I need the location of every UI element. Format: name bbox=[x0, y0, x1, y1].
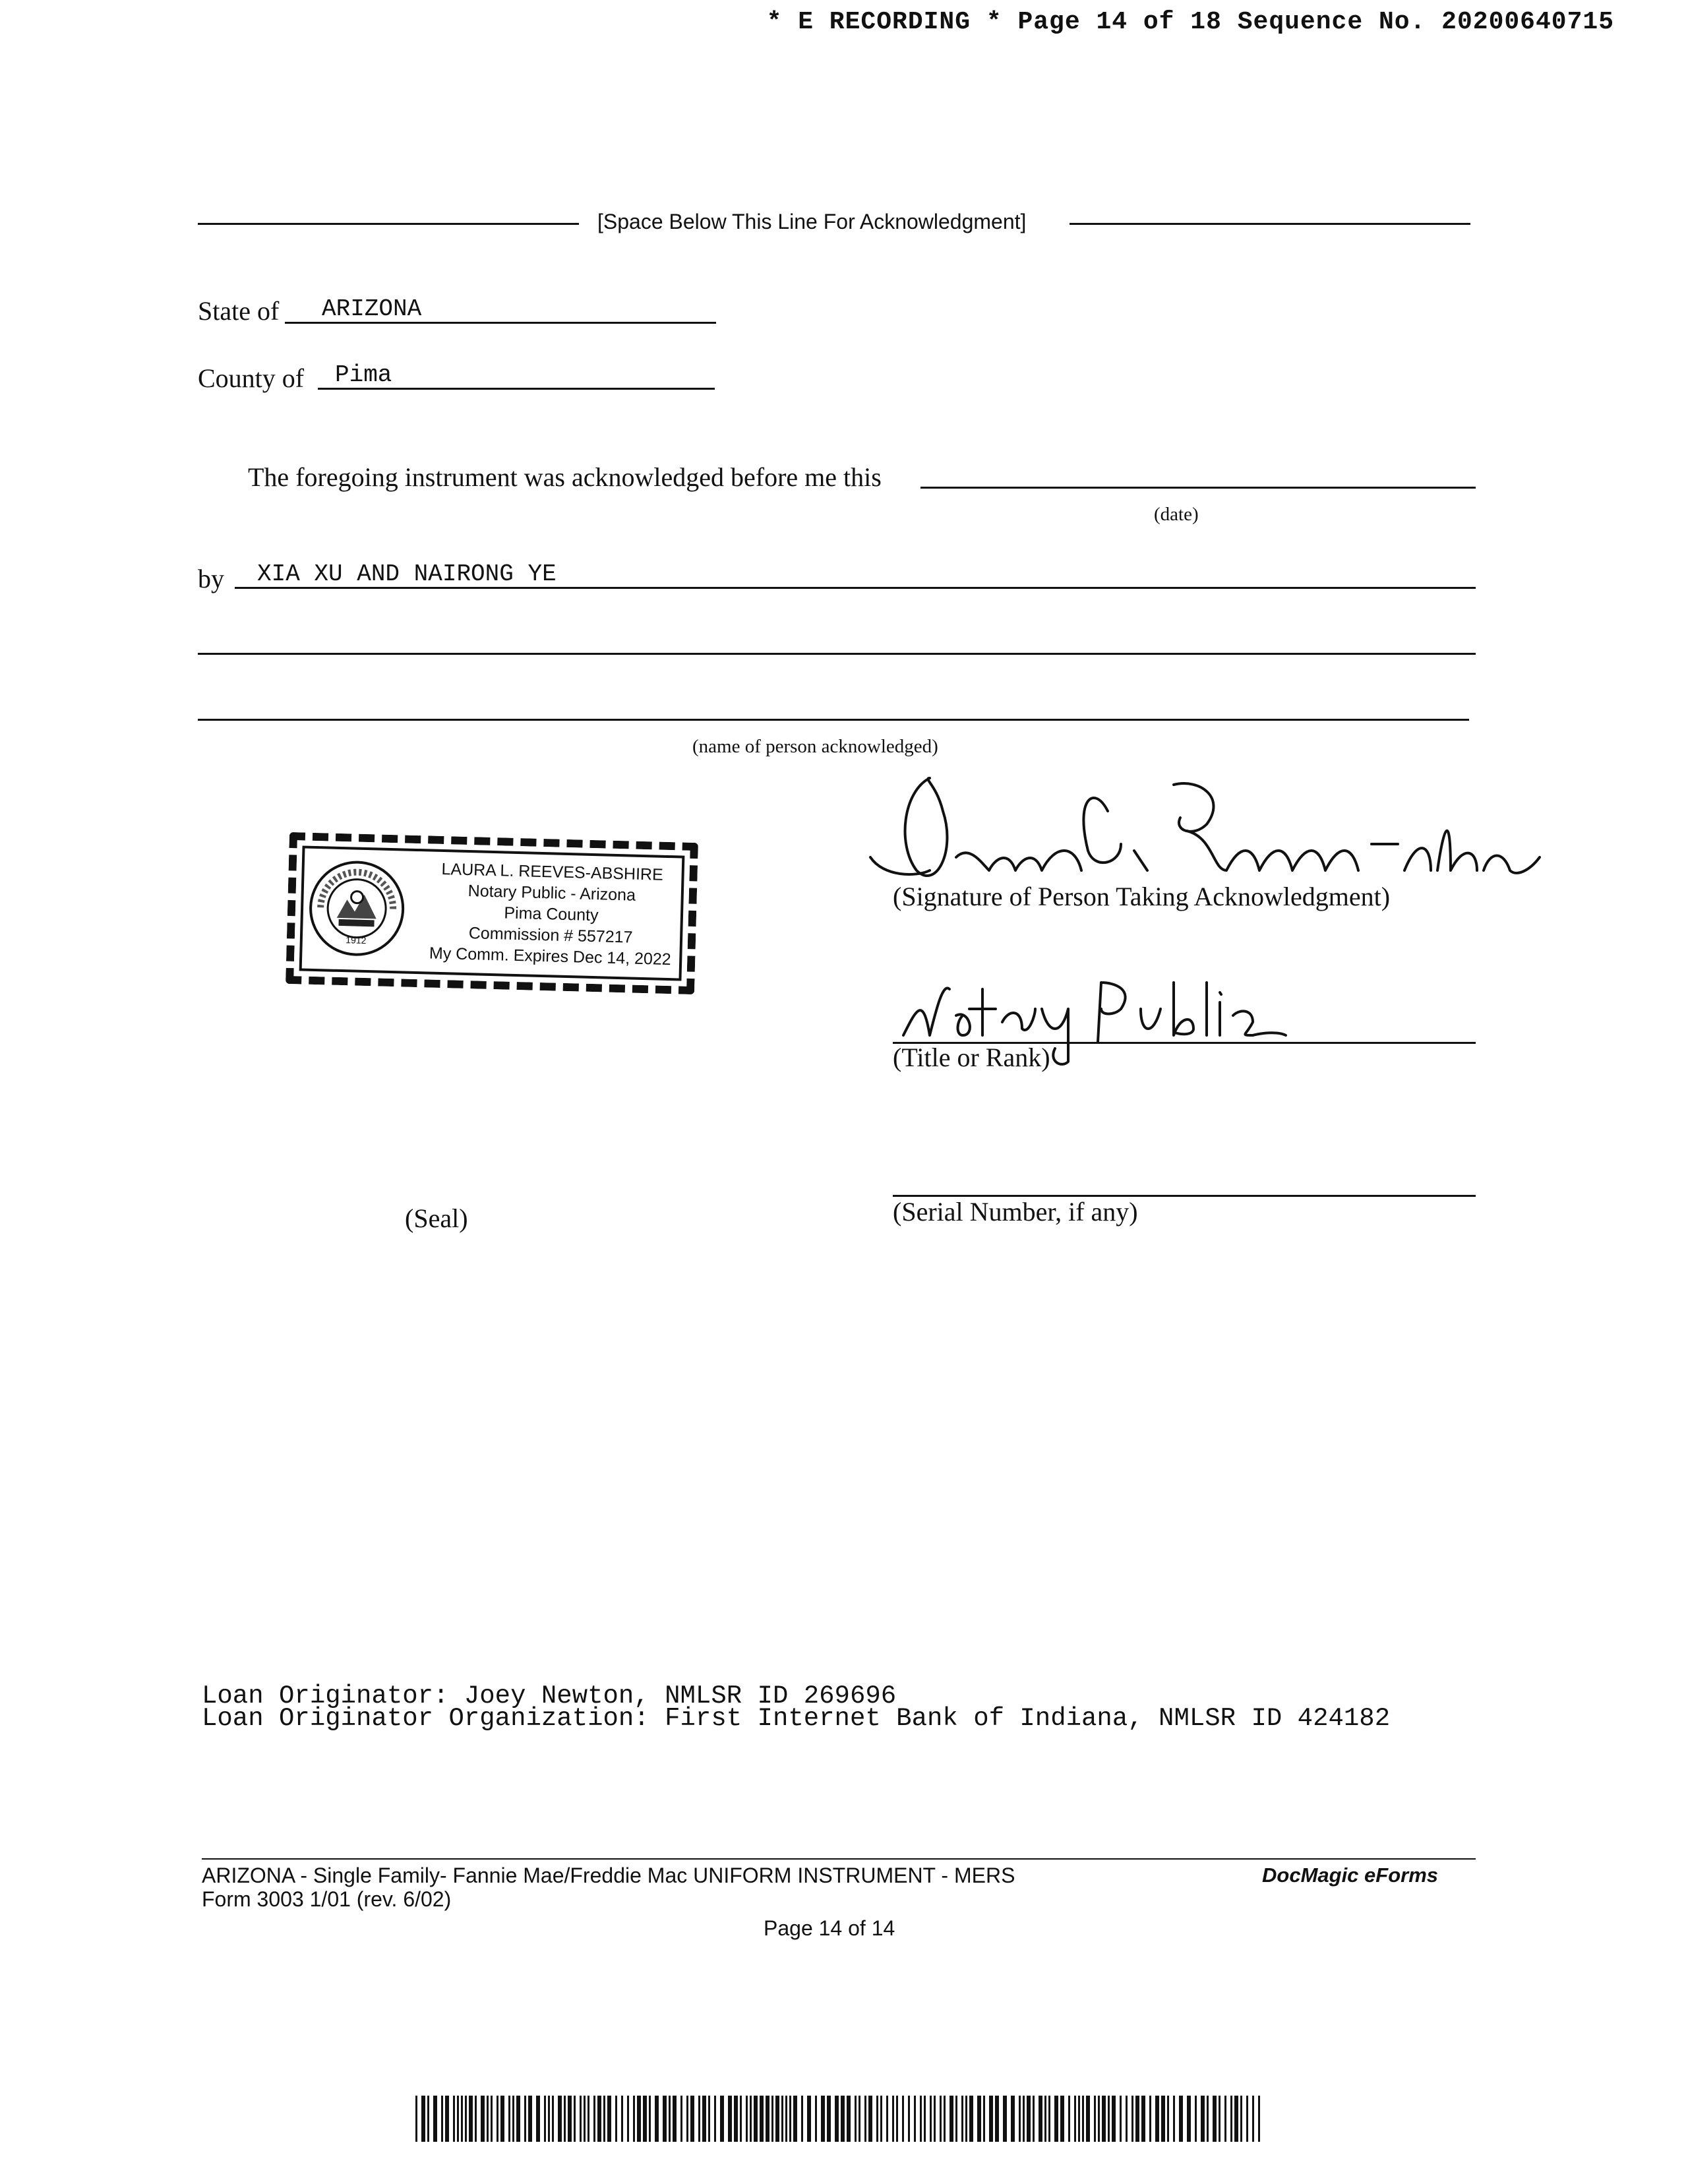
barcode-bar bbox=[940, 2096, 942, 2142]
barcode-bar bbox=[841, 2096, 845, 2142]
barcode-bar bbox=[965, 2096, 967, 2142]
barcode-bar bbox=[864, 2096, 866, 2142]
by-value: XIA XU AND NAIRONG YE bbox=[257, 561, 557, 588]
barcode-bar bbox=[491, 2096, 493, 2142]
state-value: ARIZONA bbox=[322, 295, 422, 322]
barcode-bar bbox=[766, 2096, 769, 2142]
barcode-bar bbox=[702, 2096, 706, 2142]
barcode-bar bbox=[902, 2096, 904, 2142]
barcode-bar bbox=[995, 2096, 999, 2142]
barcode-bar bbox=[847, 2096, 851, 2142]
barcode-bar bbox=[558, 2096, 562, 2142]
recording-header: * E RECORDING * Page 14 of 18 Sequence No. 20200640715 bbox=[766, 8, 1614, 36]
seal-text-block bbox=[411, 858, 691, 971]
barcode-bar bbox=[793, 2096, 797, 2142]
barcode-bar bbox=[1155, 2096, 1159, 2142]
barcode-bar bbox=[1213, 2096, 1217, 2142]
barcode-bar bbox=[627, 2096, 629, 2142]
barcode-bar bbox=[487, 2096, 489, 2142]
barcode-bar bbox=[714, 2096, 716, 2142]
barcode-bar bbox=[457, 2096, 459, 2142]
barcode-bar bbox=[552, 2096, 554, 2142]
barcode-bar bbox=[1131, 2096, 1133, 2142]
signature-caption: (Signature of Person Taking Acknowledgment) bbox=[893, 882, 1391, 911]
barcode-bar bbox=[445, 2096, 449, 2142]
barcode-bar bbox=[835, 2096, 839, 2142]
barcode-bar bbox=[475, 2096, 477, 2142]
barcode-bar bbox=[1048, 2096, 1050, 2142]
barcode-bar bbox=[544, 2096, 546, 2142]
form-description bbox=[202, 1864, 1015, 1911]
barcode-bar bbox=[1230, 2096, 1232, 2142]
barcode-bar bbox=[497, 2096, 498, 2142]
barcode-bar bbox=[1102, 2096, 1106, 2142]
barcode-bar bbox=[500, 2096, 504, 2142]
barcode-bar bbox=[1179, 2096, 1183, 2142]
form-line-1: ARIZONA - Single Family- Fannie Mae/Freddie Mac UNIFORM INSTRUMENT - MERS bbox=[202, 1864, 1015, 1887]
barcode-bar bbox=[801, 2096, 803, 2142]
barcode-bar bbox=[686, 2096, 688, 2142]
barcode-bar bbox=[621, 2096, 623, 2142]
barcode-bar bbox=[746, 2096, 748, 2142]
barcode-bar bbox=[785, 2096, 787, 2142]
barcode-bar bbox=[1258, 2096, 1260, 2142]
barcode-bar bbox=[969, 2096, 973, 2142]
barcode-bar bbox=[421, 2096, 425, 2142]
barcode-bar bbox=[669, 2096, 671, 2142]
notary-signature bbox=[857, 772, 1543, 897]
barcode-bar bbox=[1044, 2096, 1046, 2142]
barcode-bar bbox=[815, 2096, 817, 2142]
barcode-bar bbox=[588, 2096, 589, 2142]
barcode-bar bbox=[597, 2096, 601, 2142]
barcode-bar bbox=[649, 2096, 651, 2142]
barcode-bar bbox=[989, 2096, 993, 2142]
barcode-bar bbox=[481, 2096, 485, 2142]
barcode-bar bbox=[528, 2096, 532, 2142]
barcode-bar bbox=[1252, 2096, 1254, 2142]
name-caption: (name of person acknowledged) bbox=[692, 736, 938, 757]
barcode-bar bbox=[859, 2096, 860, 2142]
barcode-bar bbox=[1078, 2096, 1080, 2142]
barcode-bar bbox=[516, 2096, 520, 2142]
ack-rule-left bbox=[198, 223, 579, 225]
barcode-bar bbox=[1126, 2096, 1128, 2142]
barcode-bar bbox=[950, 2096, 953, 2142]
barcode-bar bbox=[461, 2096, 463, 2142]
barcode-bar bbox=[574, 2096, 576, 2142]
barcode-bar bbox=[908, 2096, 910, 2142]
barcode-bar bbox=[983, 2096, 985, 2142]
barcode-bar bbox=[1234, 2096, 1238, 2142]
date-line bbox=[920, 487, 1476, 489]
barcode-bar bbox=[920, 2096, 922, 2142]
county-label: County of bbox=[198, 363, 305, 393]
barcode-bar bbox=[607, 2096, 611, 2142]
barcode-bar bbox=[512, 2096, 514, 2142]
barcode-bar bbox=[1173, 2096, 1175, 2142]
ack-rule-right bbox=[1070, 223, 1470, 225]
barcode-bar bbox=[868, 2096, 872, 2142]
barcode-bar bbox=[698, 2096, 700, 2142]
by-line-1 bbox=[235, 587, 1476, 589]
barcode-bar bbox=[807, 2096, 811, 2142]
barcode-bar bbox=[896, 2096, 898, 2142]
title-caption: (Title or Rank) bbox=[893, 1043, 1050, 1072]
barcode-bar bbox=[1098, 2096, 1100, 2142]
barcode-bar bbox=[827, 2096, 831, 2142]
barcode-bar bbox=[603, 2096, 605, 2142]
barcode-bar bbox=[760, 2096, 764, 2142]
by-line-2 bbox=[198, 653, 1476, 655]
seal-notary-name: LAURA L. REEVES-ABSHIRE bbox=[441, 859, 664, 884]
barcode-bar bbox=[934, 2096, 936, 2142]
barcode-bar bbox=[1019, 2096, 1021, 2142]
barcode-bar bbox=[892, 2096, 894, 2142]
barcode-bar bbox=[643, 2096, 647, 2142]
barcode-bar bbox=[663, 2096, 667, 2142]
date-caption: (date) bbox=[1154, 504, 1199, 525]
loan-originator-organization: Loan Originator Organization: First Internet Bank of Indiana, NMLSR ID 424182 bbox=[202, 1704, 1391, 1733]
barcode-bar bbox=[754, 2096, 758, 2142]
barcode-bar bbox=[1082, 2096, 1084, 2142]
barcode-bar bbox=[1187, 2096, 1191, 2142]
barcode-bar bbox=[1167, 2096, 1169, 2142]
footer-rule bbox=[202, 1858, 1476, 1860]
acknowledgment-title: [Space Below This Line For Acknowledgment] bbox=[597, 210, 1027, 233]
barcode-bar bbox=[1023, 2096, 1025, 2142]
barcode-bar bbox=[789, 2096, 791, 2142]
barcode-bar bbox=[961, 2096, 963, 2142]
barcode-bar bbox=[655, 2096, 659, 2142]
barcode-bar bbox=[536, 2096, 540, 2142]
barcode-bar bbox=[728, 2096, 732, 2142]
arizona-state-seal-icon bbox=[306, 858, 407, 959]
barcode-bar bbox=[427, 2096, 429, 2142]
barcode-bar bbox=[1003, 2096, 1007, 2142]
barcode-bar bbox=[720, 2096, 724, 2142]
barcode-bar bbox=[633, 2096, 635, 2142]
seal-county: Pima County bbox=[504, 903, 599, 925]
barcode-bar bbox=[944, 2096, 946, 2142]
barcode-bar bbox=[781, 2096, 783, 2142]
barcode-bar bbox=[580, 2096, 582, 2142]
barcode-bar bbox=[1068, 2096, 1070, 2142]
barcode-bar bbox=[593, 2096, 595, 2142]
barcode-bar bbox=[1011, 2096, 1015, 2142]
form-line-2: Form 3003 1/01 (rev. 6/02) bbox=[202, 1887, 452, 1911]
barcode-bar bbox=[955, 2096, 957, 2142]
docmagic-logo: DocMagic eForms bbox=[1262, 1864, 1439, 1887]
barcode-bar bbox=[1054, 2096, 1058, 2142]
barcode-bar bbox=[680, 2096, 682, 2142]
barcode-bar bbox=[1219, 2096, 1221, 2142]
barcode-icon bbox=[415, 2096, 1261, 2142]
barcode-bar bbox=[1086, 2096, 1090, 2142]
seal-caption: (Seal) bbox=[405, 1203, 468, 1233]
barcode-bar bbox=[615, 2096, 617, 2142]
county-value: Pima bbox=[335, 361, 392, 388]
barcode-bar bbox=[548, 2096, 550, 2142]
barcode-bar bbox=[821, 2096, 825, 2142]
barcode-bar bbox=[1240, 2096, 1242, 2142]
barcode-bar bbox=[508, 2096, 510, 2142]
barcode-bar bbox=[441, 2096, 443, 2142]
barcode-bar bbox=[880, 2096, 882, 2142]
barcode-bar bbox=[930, 2096, 932, 2142]
barcode-bar bbox=[734, 2096, 738, 2142]
notary-seal-stamp bbox=[286, 832, 698, 994]
barcode-bar bbox=[564, 2096, 566, 2142]
barcode-bar bbox=[1108, 2096, 1110, 2142]
barcode-bar bbox=[1149, 2096, 1151, 2142]
barcode-bar bbox=[1094, 2096, 1096, 2142]
barcode-bar bbox=[524, 2096, 526, 2142]
loan-originator: Loan Originator: Joey Newton, NMLSR ID 269696 bbox=[202, 1682, 897, 1711]
county-underline bbox=[318, 388, 715, 390]
barcode-bar bbox=[914, 2096, 916, 2142]
barcode-bar bbox=[568, 2096, 572, 2142]
barcode-bar bbox=[453, 2096, 455, 2142]
barcode-bar bbox=[876, 2096, 878, 2142]
barcode-bar bbox=[1039, 2096, 1042, 2142]
barcode-bar bbox=[1027, 2096, 1031, 2142]
barcode-bar bbox=[1207, 2096, 1209, 2142]
state-label: State of bbox=[198, 296, 280, 326]
barcode-bar bbox=[1246, 2096, 1248, 2142]
by-label: by bbox=[198, 564, 224, 593]
barcode-bar bbox=[415, 2096, 417, 2142]
barcode-bar bbox=[855, 2096, 857, 2142]
page-number: Page 14 of 14 bbox=[764, 1916, 895, 1940]
barcode-bar bbox=[1112, 2096, 1116, 2142]
barcode-bar bbox=[1135, 2096, 1139, 2142]
barcode-bar bbox=[1120, 2096, 1122, 2142]
barcode-bar bbox=[1141, 2096, 1145, 2142]
barcode-bar bbox=[1161, 2096, 1165, 2142]
barcode-bar bbox=[924, 2096, 926, 2142]
barcode-bar bbox=[637, 2096, 641, 2142]
barcode-bar bbox=[690, 2096, 694, 2142]
barcode-bar bbox=[708, 2096, 710, 2142]
barcode-bar bbox=[1195, 2096, 1197, 2142]
foregoing-text: The foregoing instrument was acknowledged before me this bbox=[248, 462, 882, 492]
barcode-bar bbox=[740, 2096, 742, 2142]
by-line-3 bbox=[198, 719, 1469, 721]
barcode-bar bbox=[1201, 2096, 1205, 2142]
barcode-bar bbox=[1224, 2096, 1226, 2142]
barcode-bar bbox=[469, 2096, 473, 2142]
seal-commission: Commission # 557217 bbox=[468, 924, 633, 947]
barcode-bar bbox=[1074, 2096, 1076, 2142]
barcode-bar bbox=[1060, 2096, 1064, 2142]
barcode-bar bbox=[886, 2096, 888, 2142]
barcode-bar bbox=[1033, 2096, 1035, 2142]
seal-year: 1912 bbox=[346, 934, 367, 946]
serial-caption: (Serial Number, if any) bbox=[893, 1197, 1138, 1227]
barcode-bar bbox=[584, 2096, 586, 2142]
seal-notary-title: Notary Public - Arizona bbox=[467, 882, 636, 905]
barcode-bar bbox=[750, 2096, 752, 2142]
barcode-bar bbox=[433, 2096, 437, 2142]
seal-expires: My Comm. Expires Dec 14, 2022 bbox=[429, 944, 672, 969]
barcode-bar bbox=[771, 2096, 773, 2142]
barcode-bar bbox=[673, 2096, 677, 2142]
barcode-bar bbox=[977, 2096, 981, 2142]
state-underline bbox=[285, 322, 716, 324]
barcode-bar bbox=[465, 2096, 467, 2142]
barcode-bar bbox=[775, 2096, 779, 2142]
